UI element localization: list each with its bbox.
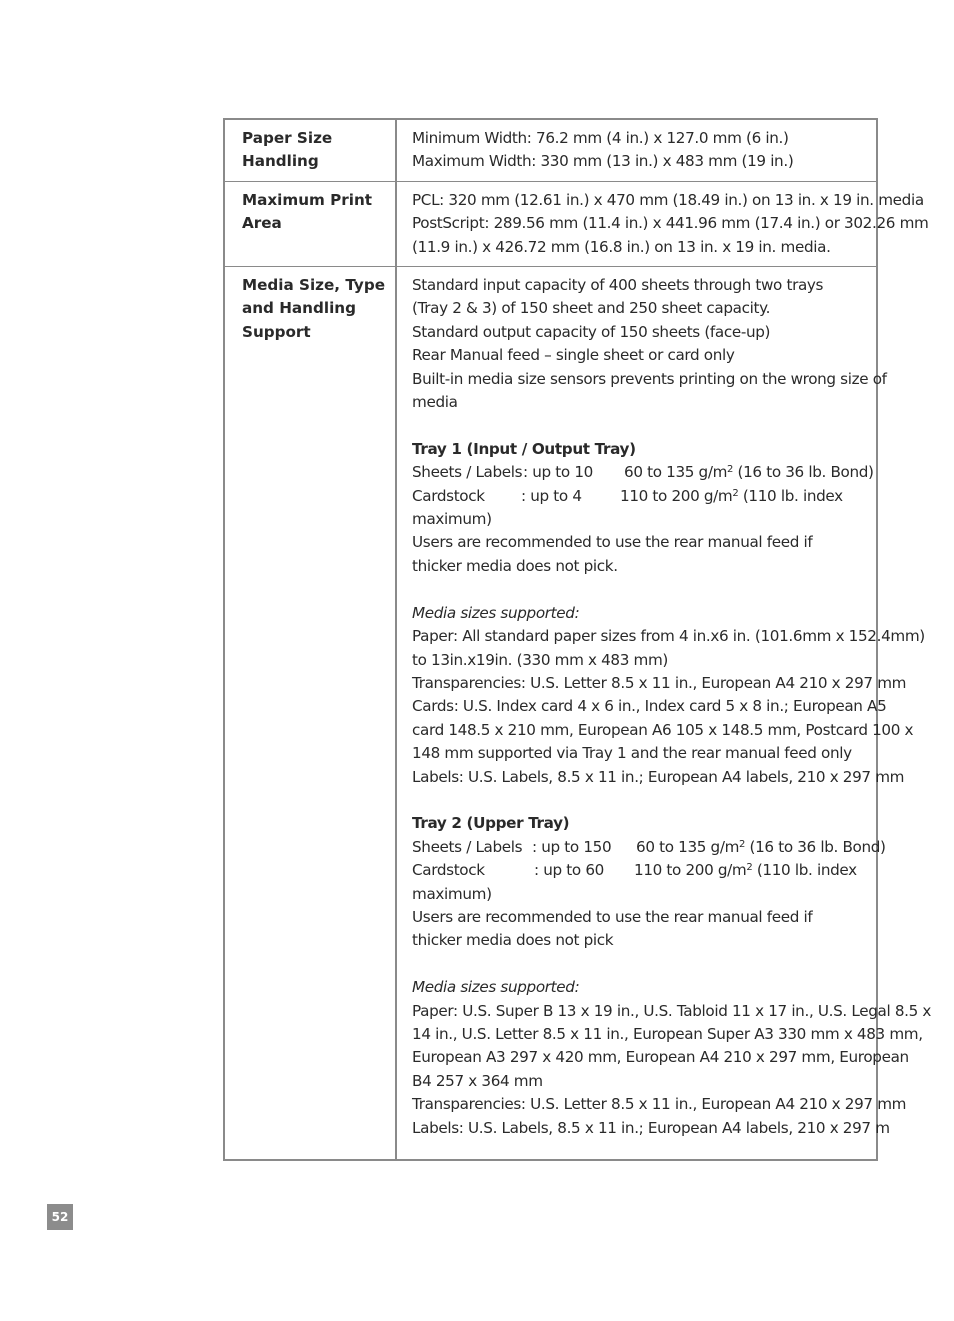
value-line: (11.9 in.) x 426.72 mm (16.8 in.) on 13 in. x 19 in. media.	[412, 237, 831, 256]
tray1-heading: Tray 1 (Input / Output Tray)	[412, 439, 636, 458]
tray1-card-weight	[620, 487, 843, 505]
tray1-note: Users are recommended to use the rear manual feed if	[412, 533, 813, 552]
tray1-size-line: 148 mm supported via Tray 1 and the rear manual feed only	[412, 744, 852, 763]
intro-line: media	[412, 393, 458, 412]
label-line: Area	[242, 214, 282, 233]
weight-text: (110 lb. index	[752, 861, 857, 880]
weight-sup: 2	[746, 862, 753, 874]
tray2-size-line: European A3 297 x 420 mm, European A4 210 x 297 mm, European	[412, 1048, 909, 1067]
spacer	[412, 789, 931, 812]
label-line: Support	[242, 322, 311, 341]
tray2-size-line: B4 257 x 364 mm	[412, 1071, 543, 1090]
tray1-size-line: Paper: All standard paper sizes from 4 in.x6 in. (101.6mm x 152.4mm)	[412, 627, 925, 646]
row-label	[225, 182, 397, 266]
tray2-sheets-type: Sheets / Labels	[412, 837, 523, 856]
intro-line: Standard input capacity of 400 sheets through two trays	[412, 276, 824, 295]
tray1-sheets-weight	[624, 463, 874, 481]
tray2-sheets-qty: : up to 150	[532, 837, 612, 856]
spec-table	[223, 118, 932, 1161]
row-value	[397, 267, 933, 1159]
tray2-size-line: 14 in., U.S. Letter 8.5 x 11 in., European Super A3 330 mm x 483 mm,	[412, 1024, 923, 1043]
label-line: Media Size, Type	[242, 276, 385, 295]
label-line: Paper Size Handling	[242, 129, 333, 171]
tray2-size-line: Paper: U.S. Super B 13 x 19 in., U.S. Tabloid 11 x 17 in., U.S. Legal 8.5 x	[412, 1001, 932, 1020]
weight-text: 60 to 135 g/m	[624, 463, 728, 482]
weight-sup: 2	[739, 838, 746, 850]
tray2-card-qty: : up to 60	[534, 861, 604, 880]
weight-text: 60 to 135 g/m	[636, 837, 740, 856]
tray1-sheets-qty: : up to 10	[523, 463, 593, 482]
tray1-size-line: card 148.5 x 210 mm, European A6 105 x 148.5 mm, Postcard 100 x	[412, 720, 914, 739]
page-number-badge: 52	[47, 1204, 73, 1230]
row-label	[225, 120, 397, 181]
weight-sup: 2	[732, 487, 739, 499]
tray2-heading: Tray 2 (Upper Tray)	[412, 814, 570, 833]
tray1-sizes-heading: Media sizes supported:	[412, 603, 580, 622]
spacer	[412, 953, 931, 976]
tray2-card-line	[412, 859, 931, 882]
tray2-note: Users are recommended to use the rear manual feed if	[412, 907, 813, 926]
row-media-size-type-handling	[225, 267, 932, 1159]
tray1-size-line: to 13in.x19in. (330 mm x 483 mm)	[412, 650, 668, 669]
value-line: Minimum Width: 76.2 mm (4 in.) x 127.0 mm (6 in.)	[412, 129, 789, 147]
weight-text: 110 to 200 g/m	[620, 486, 733, 505]
tray2-sizes-heading: Media sizes supported:	[412, 978, 580, 997]
label-line: Maximum Print	[242, 190, 373, 209]
value-line: Maximum Width: 330 mm (13 in.) x 483 mm (19 in.)	[412, 152, 794, 171]
tray2-card-type: Cardstock	[412, 861, 485, 880]
tray1-size-line: Transparencies: U.S. Letter 8.5 x 11 in., European A4 210 x 297 mm	[412, 673, 907, 692]
row-paper-size-handling	[225, 120, 876, 182]
spacer	[412, 578, 931, 601]
tray2-size-line: Transparencies: U.S. Letter 8.5 x 11 in., European A4 210 x 297 mm	[412, 1095, 907, 1114]
weight-text: (16 to 36 lb. Bond)	[733, 463, 874, 482]
weight-text: (110 lb. index	[738, 486, 843, 505]
label-line: and Handling	[242, 299, 356, 318]
value-line: PCL: 320 mm (12.61 in.) x 470 mm (18.49 in.) on 13 in. x 19 in. media	[412, 190, 924, 209]
weight-text: 110 to 200 g/m	[634, 861, 747, 880]
tray2-card-weight	[634, 861, 857, 879]
tray2-card-cont: maximum)	[412, 884, 492, 903]
row-maximum-print-area	[225, 182, 929, 267]
value-line: PostScript: 289.56 mm (11.4 in.) x 441.96 mm (17.4 in.) or 302.26 mm	[412, 214, 929, 233]
intro-line: Built-in media size sensors prevents printing on the wrong size of	[412, 369, 887, 388]
weight-sup: 2	[727, 464, 734, 476]
tray1-note: thicker media does not pick.	[412, 556, 618, 575]
weight-text: (16 to 36 lb. Bond)	[745, 837, 886, 856]
tray1-card-qty: : up to 4	[521, 486, 582, 505]
tray1-card-type: Cardstock	[412, 486, 485, 505]
intro-line: Standard output capacity of 150 sheets (face-up)	[412, 322, 771, 341]
tray2-note: thicker media does not pick	[412, 931, 614, 950]
tray1-size-line: Labels: U.S. Labels, 8.5 x 11 in.; European A4 labels, 210 x 297 mm	[412, 767, 905, 786]
tray1-card-line	[412, 485, 931, 508]
tray2-sheets-line	[412, 836, 931, 859]
tray1-card-cont: maximum)	[412, 510, 492, 529]
tray1-sheets-line	[412, 461, 931, 484]
intro-line: (Tray 2 & 3) of 150 sheet and 250 sheet capacity.	[412, 299, 771, 318]
tray2-sheets-weight	[636, 838, 886, 856]
tray1-size-line: Cards: U.S. Index card 4 x 6 in., Index card 5 x 8 in.; European A5	[412, 697, 887, 716]
row-value	[397, 182, 930, 266]
row-value	[397, 120, 876, 181]
spacer	[412, 414, 931, 437]
intro-line: Rear Manual feed – single sheet or card only	[412, 346, 735, 365]
tray1-sheets-type: Sheets / Labels	[412, 463, 523, 482]
tray2-size-line: Labels: U.S. Labels, 8.5 x 11 in.; European A4 labels, 210 x 297 m	[412, 1118, 890, 1137]
row-label	[225, 267, 397, 1159]
